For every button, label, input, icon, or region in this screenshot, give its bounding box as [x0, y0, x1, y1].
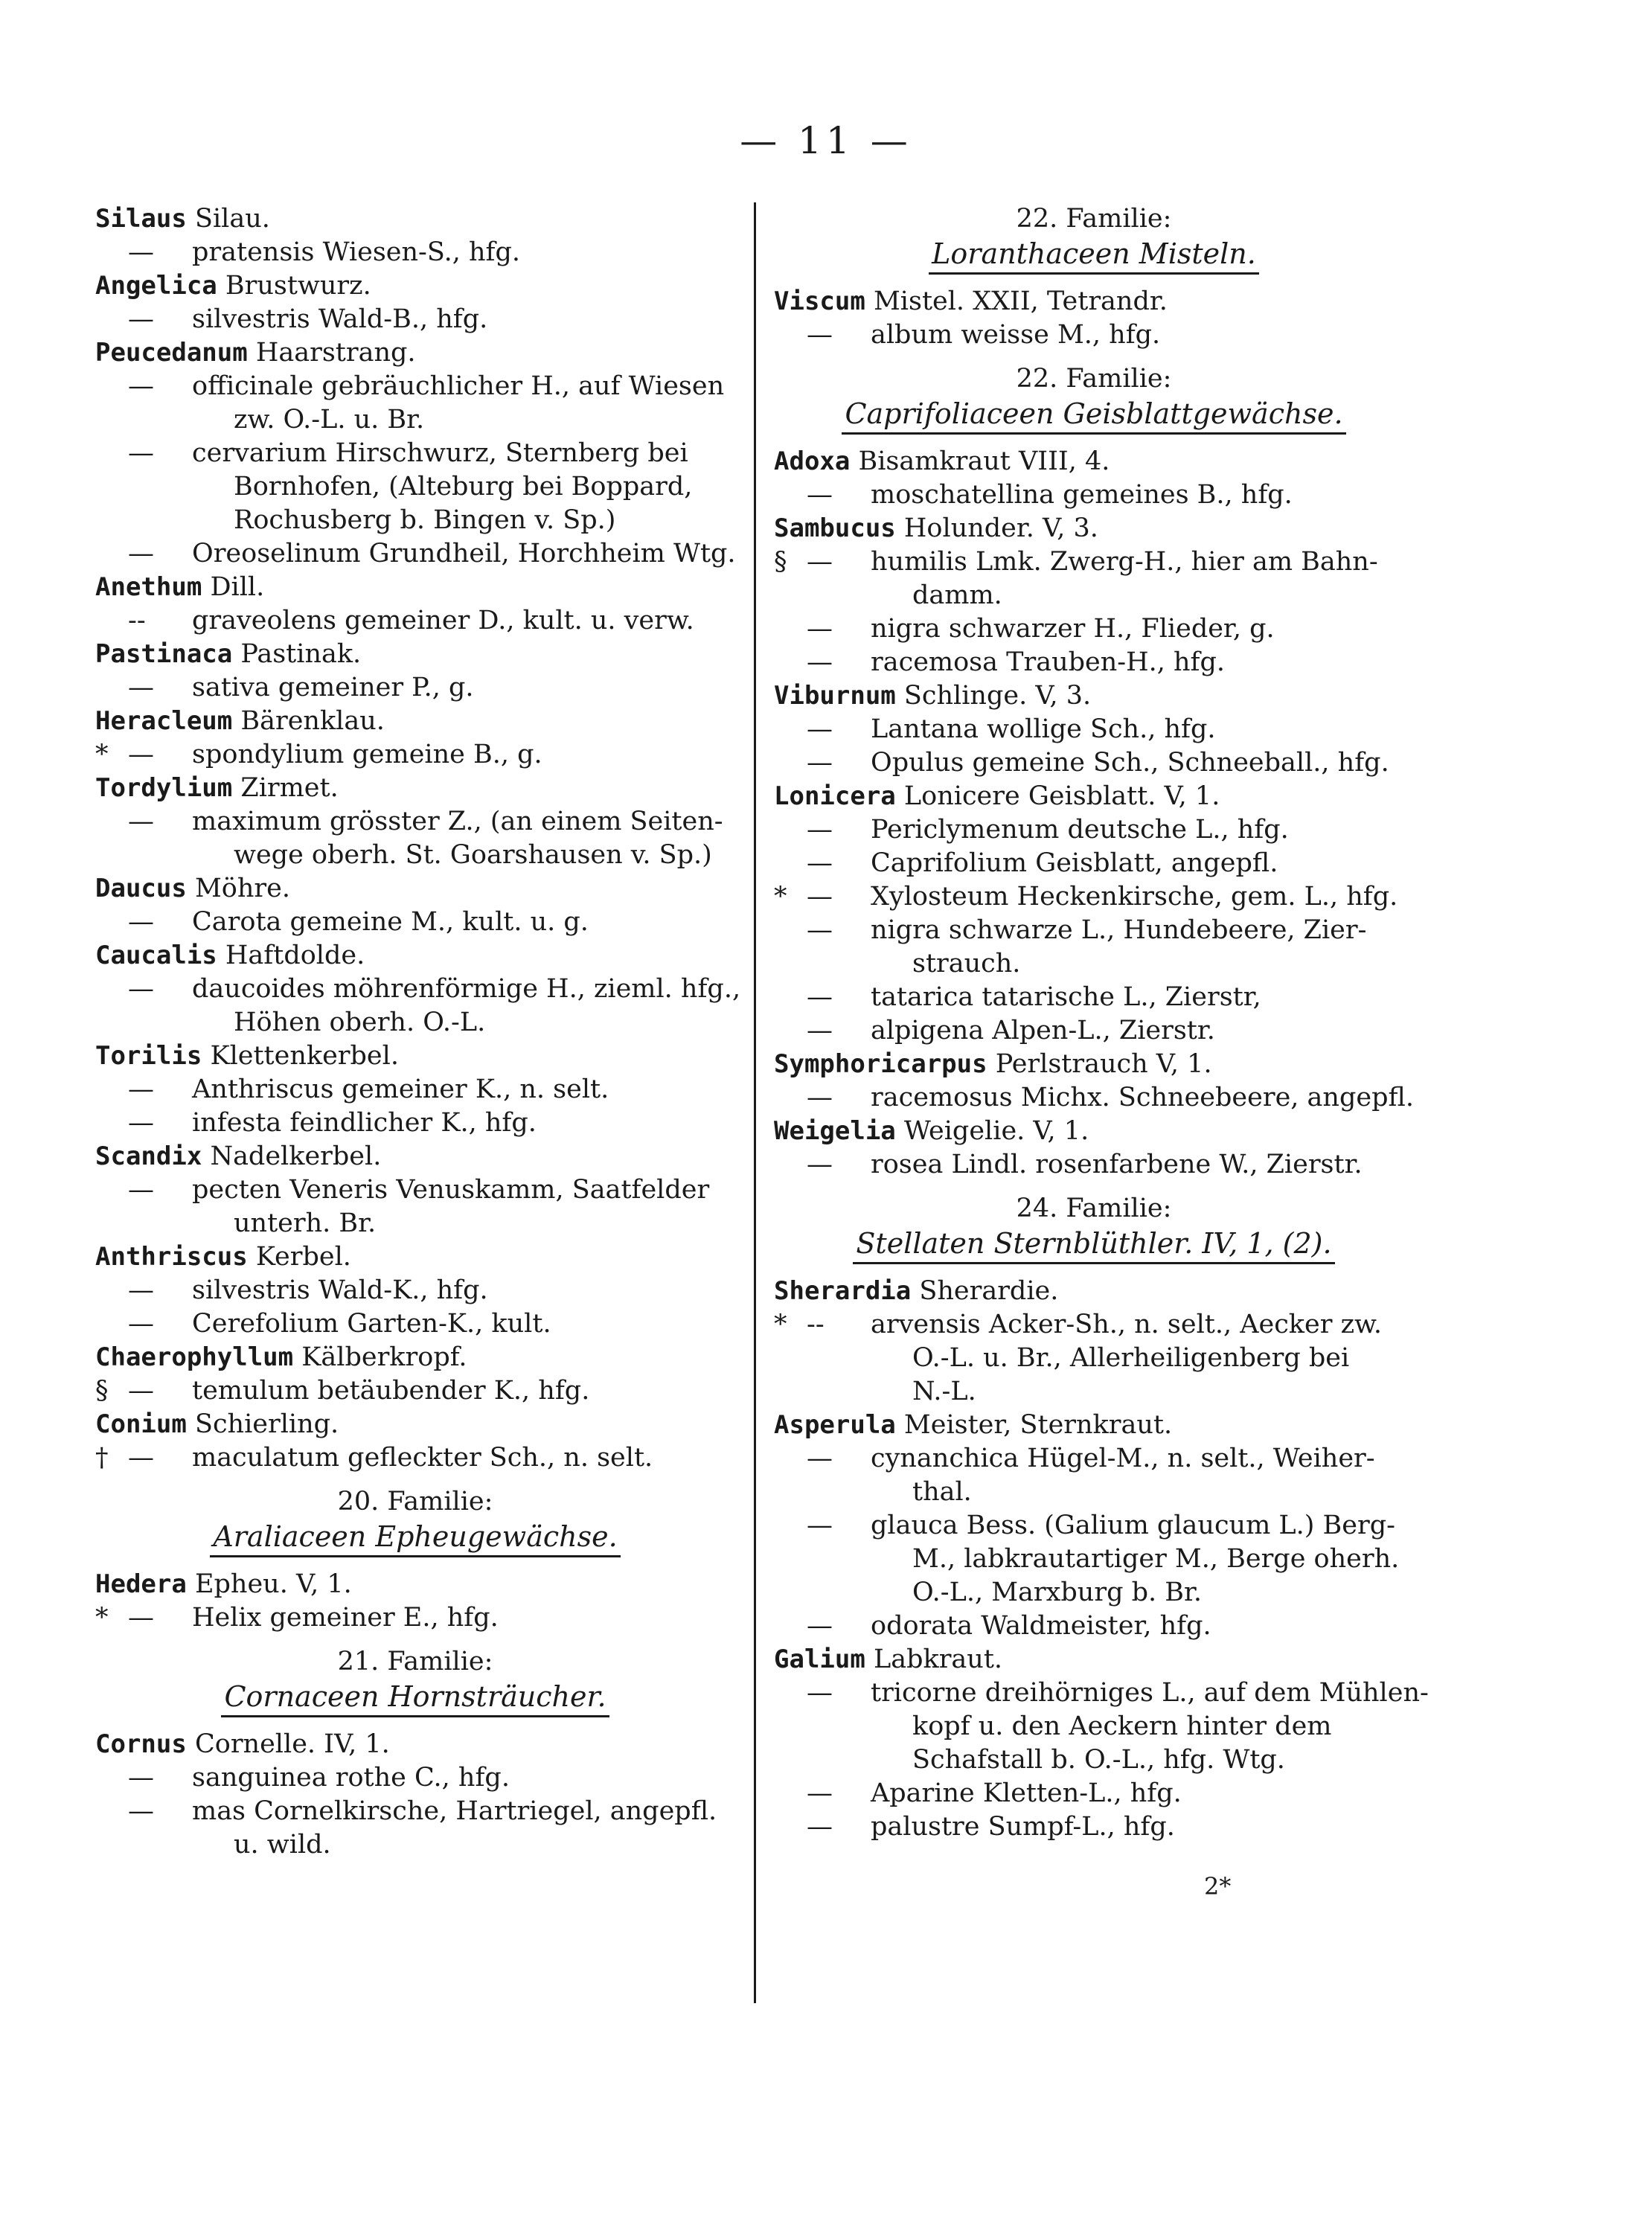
species-text: Anthriscus gemeiner K., n. selt. — [192, 1075, 609, 1104]
species-text: Caprifolium Geisblatt, angepfl. — [871, 848, 1278, 878]
ditto-dash: — — [807, 882, 833, 912]
species-entry — [95, 1441, 735, 1475]
continuation-line: O.-L. u. Br., Allerheiligenberg bei — [912, 1343, 1350, 1373]
genus-name: Hedera — [95, 1569, 187, 1599]
status-mark: § — [95, 1376, 109, 1406]
page-number: — 11 — — [740, 119, 912, 162]
species-text: pecten Veneris Venuskamm, Saatfelder — [192, 1175, 710, 1205]
continuation-line: damm. — [912, 580, 1002, 610]
genus-common: Brustwurz. — [225, 271, 371, 301]
species-text: humilis Lmk. Zwerg-H., hier am Bahn- — [871, 547, 1378, 577]
species-text: Xylosteum Heckenkirsche, gem. L., hfg. — [871, 882, 1398, 912]
genus-entry — [95, 772, 735, 805]
species-entry — [774, 713, 1414, 746]
ditto-dash: — — [807, 1083, 833, 1112]
species-entry — [95, 805, 735, 839]
species-text: Aparine Kletten-L., hfg. — [871, 1778, 1182, 1808]
continuation-line: zw. O.-L. u. Br. — [234, 405, 425, 435]
species-entry — [774, 1810, 1414, 1844]
genus-entry — [95, 1240, 735, 1274]
genus-entry — [95, 1140, 735, 1173]
genus-common: Bärenklau. — [240, 706, 385, 736]
continuation-line: wege oberh. St. Goarshausen v. Sp.) — [234, 840, 712, 870]
species-text: nigra schwarzer H., Flieder, g. — [871, 614, 1275, 644]
species-entry — [95, 1795, 735, 1828]
genus-common: Pastinak. — [240, 639, 362, 669]
genus-common: Sherardie. — [919, 1276, 1059, 1306]
genus-entry — [774, 285, 1414, 318]
ditto-dash: — — [807, 1016, 833, 1045]
species-text: Helix gemeiner E., hfg. — [192, 1603, 499, 1633]
continuation-line: Bornhofen, (Alteburg bei Boppard, — [234, 472, 693, 502]
genus-entry — [774, 512, 1414, 545]
ditto-dash: — — [807, 1444, 833, 1473]
species-text: alpigena Alpen-L., Zierstr. — [871, 1016, 1215, 1045]
genus-common: Labkraut. — [873, 1644, 1003, 1674]
ditto-dash: — — [807, 320, 833, 350]
genus-common: Cornelle. IV, 1. — [194, 1729, 390, 1759]
continuation-line: N.-L. — [912, 1377, 976, 1406]
species-entry — [95, 437, 735, 470]
species-text: album weisse M., hfg. — [871, 320, 1161, 350]
species-entry — [774, 746, 1414, 780]
species-text: Opulus gemeine Sch., Schneeball., hfg. — [871, 748, 1389, 778]
continuation-line: Höhen oberh. O.-L. — [234, 1008, 486, 1037]
continuation-line: O.-L., Marxburg b. Br. — [912, 1578, 1202, 1607]
species-text: sativa gemeiner P., g. — [192, 673, 474, 702]
species-text: sanguinea rothe C., hfg. — [192, 1763, 510, 1793]
species-text: glauca Bess. (Galium glaucum L.) Berg- — [871, 1511, 1395, 1540]
species-entry — [95, 1307, 735, 1341]
species-text: tatarica tatarische L., Zierstr, — [871, 982, 1261, 1012]
family-number: 22. Familie: — [1016, 364, 1172, 394]
species-entry — [774, 1676, 1429, 1710]
continuation-line: Schafstall b. O.-L., hfg. Wtg. — [912, 1745, 1285, 1775]
species-text: infesta feindlicher K., hfg. — [192, 1108, 537, 1138]
ditto-dash: — — [128, 673, 154, 702]
status-mark: § — [774, 547, 787, 577]
genus-common: Holunder. V, 3. — [903, 513, 1098, 543]
right-column — [774, 202, 1429, 1844]
species-entry — [774, 1148, 1414, 1182]
genus-entry — [95, 336, 735, 370]
species-text: tricorne dreihörniges L., auf dem Mühlen- — [871, 1678, 1429, 1708]
ditto-dash: — — [128, 1175, 154, 1205]
ditto-dash: — — [128, 1796, 154, 1826]
genus-name: Caucalis — [95, 941, 217, 970]
genus-entry — [774, 1115, 1414, 1148]
species-entry — [774, 880, 1414, 914]
genus-entry — [95, 1341, 735, 1374]
species-text: silvestris Wald-B., hfg. — [192, 304, 488, 334]
species-text: Carota gemeine M., kult. u. g. — [192, 907, 589, 937]
species-text: racemosa Trauben-H., hfg. — [871, 647, 1226, 677]
ditto-dash: — — [807, 714, 833, 744]
genus-entry — [774, 1409, 1414, 1442]
ditto-dash: — — [128, 807, 154, 836]
species-text: pratensis Wiesen-S., hfg. — [192, 237, 521, 267]
genus-common: Haarstrang. — [255, 338, 416, 368]
genus-name: Conium — [95, 1409, 187, 1439]
genus-entry — [95, 269, 735, 303]
species-entry — [95, 1073, 735, 1106]
genus-common: Lonicere Geisblatt. V, 1. — [903, 781, 1220, 811]
species-entry — [774, 1442, 1414, 1476]
species-text: arvensis Acker-Sh., n. selt., Aecker zw. — [871, 1310, 1382, 1339]
ditto-dash: — — [128, 237, 154, 267]
species-text: odorata Waldmeister, hfg. — [871, 1611, 1211, 1641]
species-entry — [95, 1173, 735, 1207]
species-text: cynanchica Hügel-M., n. selt., Weiher- — [871, 1444, 1375, 1473]
species-entry — [95, 906, 735, 939]
status-mark: † — [95, 1443, 109, 1473]
column-divider — [754, 202, 756, 2003]
species-text: rosea Lindl. rosenfarbene W., Zierstr. — [871, 1150, 1363, 1179]
ditto-dash: — — [128, 438, 154, 468]
ditto-dash: — — [128, 304, 154, 334]
species-text: cervarium Hirschwurz, Sternberg bei — [192, 438, 688, 468]
species-entry — [95, 236, 735, 269]
ditto-dash: — — [807, 915, 833, 945]
genus-entry — [774, 1643, 1414, 1676]
ditto-dash: — — [128, 1376, 154, 1406]
ditto-dash: — — [807, 1150, 833, 1179]
species-text: moschatellina gemeines B., hfg. — [871, 480, 1293, 510]
family-name: Loranthaceen Misteln. — [929, 237, 1259, 275]
genus-entry — [95, 571, 735, 604]
ditto-dash: — — [128, 1075, 154, 1104]
species-text: Cerefolium Garten-K., kult. — [192, 1309, 551, 1339]
species-text: graveolens gemeiner D., kult. u. verw. — [192, 606, 694, 635]
species-entry — [774, 914, 1414, 947]
species-text: Oreoselinum Grundheil, Horchheim Wtg. — [192, 539, 736, 569]
genus-name: Chaerophyllum — [95, 1342, 294, 1372]
family-heading — [774, 236, 1414, 275]
species-entry — [95, 671, 735, 705]
genus-entry — [95, 638, 735, 671]
genus-name: Symphoricarpus — [774, 1049, 987, 1079]
ditto-dash: -- — [807, 1310, 825, 1339]
species-text: racemosus Michx. Schneebeere, angepfl. — [871, 1083, 1414, 1112]
genus-name: Daucus — [95, 874, 187, 903]
genus-common: Perlstrauch V, 1. — [995, 1049, 1212, 1079]
genus-name: Galium — [774, 1644, 865, 1674]
species-entry — [95, 537, 735, 571]
species-entry — [95, 973, 741, 1006]
continuation-line: M., labkrautartiger M., Berge oherh. — [912, 1544, 1400, 1574]
ditto-dash: — — [807, 480, 833, 510]
ditto-dash: — — [807, 614, 833, 644]
genus-common: Nadelkerbel. — [210, 1141, 382, 1171]
species-entry — [774, 1081, 1414, 1115]
species-text: mas Cornelkirsche, Hartriegel, angepfl. — [192, 1796, 717, 1826]
ditto-dash: — — [128, 974, 154, 1004]
species-entry — [774, 1610, 1414, 1643]
species-text: silvestris Wald-K., hfg. — [192, 1275, 488, 1305]
genus-common: Kerbel. — [255, 1242, 351, 1272]
species-entry — [774, 612, 1414, 646]
genus-name: Cornus — [95, 1729, 187, 1759]
genus-common: Mistel. XXII, Tetrandr. — [873, 286, 1168, 316]
status-mark: * — [95, 740, 109, 769]
ditto-dash: — — [128, 1763, 154, 1793]
family-name: Stellaten Sternblüthler. IV, 1, (2). — [853, 1227, 1334, 1264]
family-name: Araliaceen Epheugewächse. — [210, 1520, 620, 1557]
species-text: nigra schwarze L., Hundebeere, Zier- — [871, 915, 1367, 945]
species-entry — [774, 1014, 1414, 1048]
ditto-dash: — — [807, 982, 833, 1012]
status-mark: * — [774, 1310, 787, 1339]
species-text: Periclymenum deutsche L., hfg. — [871, 815, 1289, 845]
species-entry — [774, 1308, 1414, 1342]
genus-entry — [774, 1048, 1414, 1081]
species-entry — [774, 318, 1414, 352]
genus-common: Möhre. — [194, 874, 290, 903]
species-entry — [95, 1274, 735, 1307]
ditto-dash: — — [128, 1603, 154, 1633]
genus-name: Angelica — [95, 271, 217, 301]
family-heading — [95, 1679, 735, 1717]
genus-name: Torilis — [95, 1041, 202, 1071]
continuation-line: strauch. — [912, 949, 1021, 979]
species-entry — [774, 813, 1414, 847]
species-entry — [95, 1761, 735, 1795]
status-mark: * — [95, 1603, 109, 1633]
species-entry — [95, 1601, 735, 1635]
ditto-dash: — — [128, 1275, 154, 1305]
family-heading — [774, 1226, 1414, 1264]
genus-entry — [95, 872, 735, 906]
genus-name: Viscum — [774, 286, 865, 316]
species-entry — [774, 545, 1414, 579]
genus-name: Lonicera — [774, 781, 896, 811]
family-name: Cornaceen Hornsträucher. — [221, 1680, 609, 1717]
family-heading — [95, 1519, 735, 1557]
genus-name: Sambucus — [774, 513, 896, 543]
genus-common: Zirmet. — [240, 773, 339, 803]
genus-name: Tordylium — [95, 773, 233, 803]
ditto-dash: — — [807, 748, 833, 778]
genus-common: Meister, Sternkraut. — [903, 1410, 1173, 1440]
genus-entry — [95, 1408, 735, 1441]
left-column — [95, 202, 741, 1862]
species-text: maculatum gefleckter Sch., n. selt. — [192, 1443, 653, 1473]
family-number: 21. Familie: — [337, 1647, 493, 1676]
genus-name: Anethum — [95, 572, 202, 602]
species-text: Lantana wollige Sch., hfg. — [871, 714, 1216, 744]
ditto-dash: — — [807, 1678, 833, 1708]
ditto-dash: -- — [128, 606, 146, 635]
ditto-dash: — — [807, 1812, 833, 1842]
genus-common: Silau. — [194, 204, 270, 234]
genus-name: Sherardia — [774, 1276, 912, 1306]
species-entry — [774, 646, 1414, 679]
genus-entry — [774, 1275, 1414, 1308]
genus-entry — [774, 445, 1414, 478]
species-entry — [95, 1106, 735, 1140]
genus-name: Scandix — [95, 1141, 202, 1171]
continuation-line: unterh. Br. — [234, 1208, 377, 1238]
status-mark: * — [774, 882, 787, 912]
species-text: temulum betäubender K., hfg. — [192, 1376, 590, 1406]
genus-entry — [95, 939, 735, 973]
continuation-line: u. wild. — [234, 1830, 331, 1860]
genus-common: Klettenkerbel. — [210, 1041, 399, 1071]
genus-common: Epheu. V, 1. — [194, 1569, 352, 1599]
genus-name: Asperula — [774, 1410, 896, 1440]
ditto-dash: — — [128, 907, 154, 937]
family-number: 20. Familie: — [337, 1487, 493, 1517]
ditto-dash: — — [128, 539, 154, 569]
species-text: palustre Sumpf-L., hfg. — [871, 1812, 1175, 1842]
species-entry — [774, 847, 1414, 880]
genus-entry — [95, 202, 735, 236]
genus-name: Heracleum — [95, 706, 233, 736]
genus-common: Kälberkropf. — [301, 1342, 467, 1372]
ditto-dash: — — [128, 1309, 154, 1339]
species-entry — [95, 1374, 735, 1408]
genus-name: Viburnum — [774, 681, 896, 711]
species-text: daucoides möhrenförmige H., zieml. hfg., — [192, 974, 741, 1004]
genus-common: Bisamkraut VIII, 4. — [858, 446, 1110, 476]
species-entry — [774, 1509, 1414, 1543]
species-text: spondylium gemeine B., g. — [192, 740, 542, 769]
genus-name: Pastinaca — [95, 639, 233, 669]
ditto-dash: — — [807, 815, 833, 845]
genus-common: Dill. — [210, 572, 265, 602]
ditto-dash: — — [128, 1108, 154, 1138]
family-name: Caprifoliaceen Geisblattgewächse. — [842, 397, 1345, 435]
family-number: 22. Familie: — [1016, 204, 1172, 234]
genus-name: Peucedanum — [95, 338, 248, 368]
species-entry — [95, 370, 735, 403]
ditto-dash: — — [807, 647, 833, 677]
ditto-dash: — — [807, 848, 833, 878]
continuation-line: kopf u. den Aeckern hinter dem — [912, 1711, 1332, 1741]
species-entry — [774, 1777, 1414, 1810]
species-entry — [774, 981, 1414, 1014]
ditto-dash: — — [128, 1443, 154, 1473]
genus-entry — [774, 780, 1414, 813]
ditto-dash: — — [128, 740, 154, 769]
species-entry — [95, 604, 735, 638]
species-entry — [95, 738, 735, 772]
ditto-dash: — — [807, 1511, 833, 1540]
genus-name: Anthriscus — [95, 1242, 248, 1272]
family-heading — [774, 396, 1414, 435]
genus-common: Weigelie. V, 1. — [903, 1116, 1089, 1146]
genus-name: Adoxa — [774, 446, 851, 476]
species-text: maximum grösster Z., (an einem Seiten- — [192, 807, 723, 836]
genus-common: Schierling. — [194, 1409, 339, 1439]
printer-signature: 2* — [1204, 1872, 1232, 1900]
genus-name: Silaus — [95, 204, 187, 234]
genus-common: Haftdolde. — [225, 941, 365, 970]
genus-name: Weigelia — [774, 1116, 896, 1146]
genus-common: Schlinge. V, 3. — [903, 681, 1092, 711]
genus-entry — [95, 1728, 735, 1761]
genus-entry — [95, 1040, 735, 1073]
species-text: officinale gebräuchlicher H., auf Wiesen — [192, 371, 725, 401]
family-number: 24. Familie: — [1016, 1194, 1172, 1223]
continuation-line: thal. — [912, 1477, 972, 1507]
genus-entry — [95, 705, 735, 738]
species-entry — [95, 303, 735, 336]
ditto-dash: — — [128, 371, 154, 401]
genus-entry — [774, 679, 1414, 713]
ditto-dash: — — [807, 1611, 833, 1641]
continuation-line: Rochusberg b. Bingen v. Sp.) — [234, 505, 616, 535]
species-entry — [774, 478, 1414, 512]
ditto-dash: — — [807, 1778, 833, 1808]
ditto-dash: — — [807, 547, 833, 577]
genus-entry — [95, 1568, 735, 1601]
